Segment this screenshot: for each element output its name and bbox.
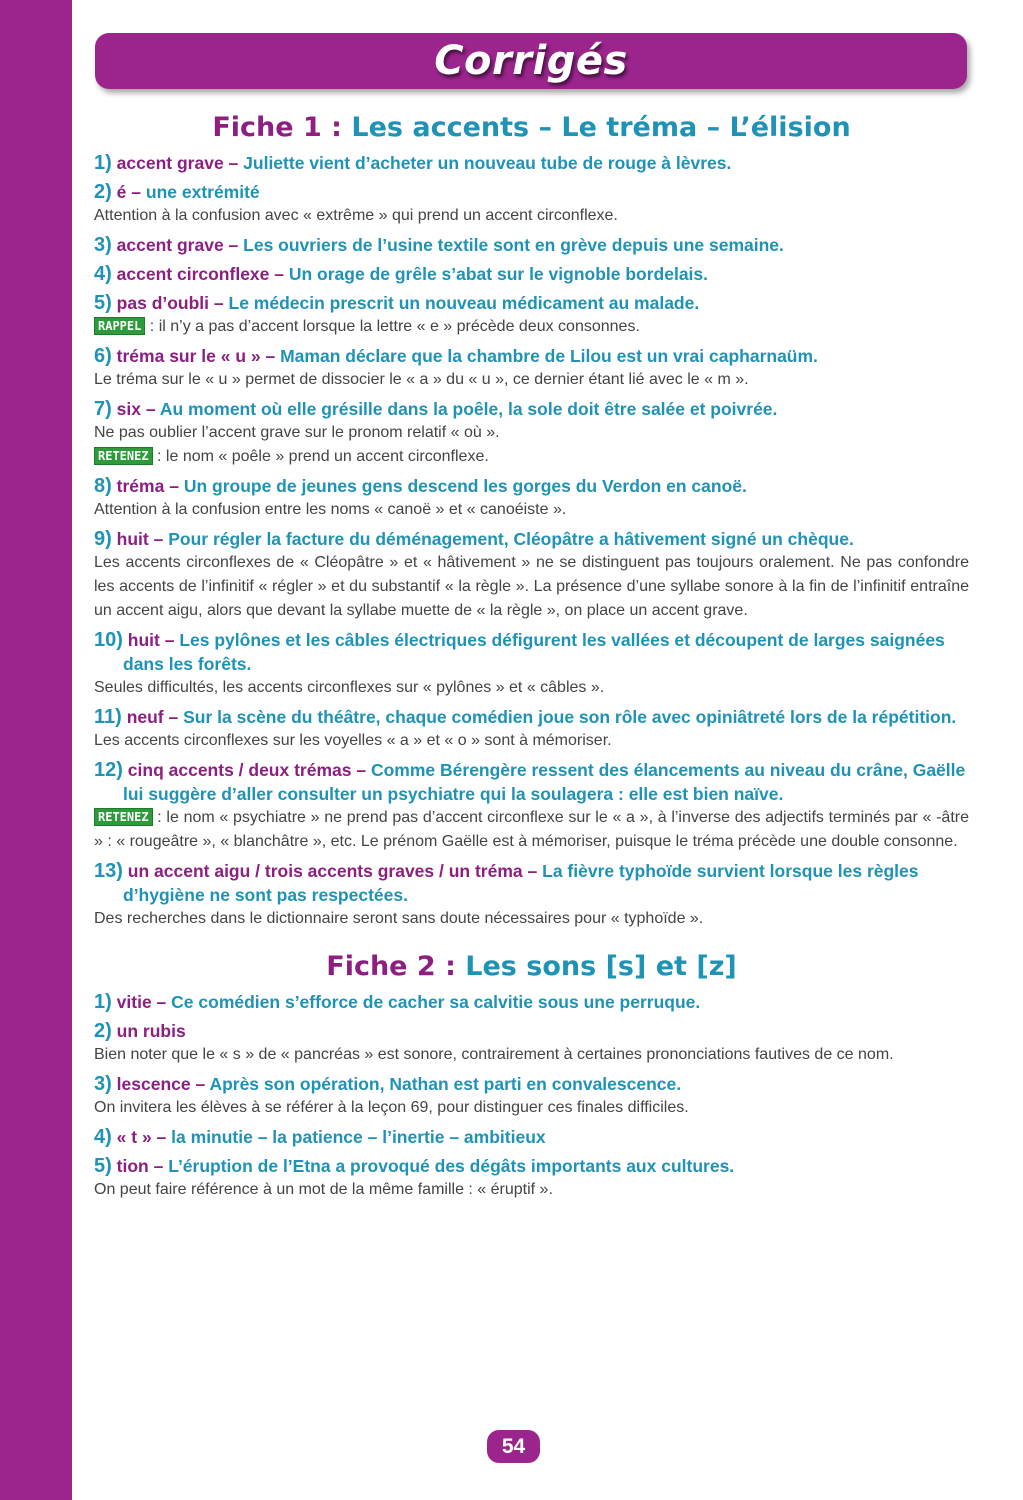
item-note: Des recherches dans le dictionnaire seront sans doute nécessaires pour « typhoïde ». (94, 910, 704, 927)
answer-line (94, 344, 969, 368)
item-label: lescence – (116, 1074, 206, 1094)
retenez-tag: RETENEZ (94, 808, 153, 826)
item-answer: Un groupe de jeunes gens descend les gorges du Verdon en canoë. (183, 476, 747, 496)
item-number: 4) (94, 263, 112, 285)
item-number: 6) (94, 345, 112, 367)
page-number: 54 (487, 1430, 540, 1463)
answer-line (94, 291, 969, 315)
answer-item (94, 180, 969, 228)
fiche1-list (94, 151, 969, 931)
answer-item (94, 1125, 969, 1149)
item-note: On invitera les élèves à se référer à la leçon 69, pour distinguer ces finales difficiles. (94, 1099, 689, 1116)
item-answer: La fièvre typhoïde survient lorsque les règles d’hygiène ne sont pas respectées. (123, 861, 919, 905)
item-note: Attention à la confusion entre les noms « canoë » et « canoéiste ». (94, 501, 567, 518)
item-label: é – (116, 182, 141, 202)
item-answer: Ce comédien s’efforce de cacher sa calvitie sous une perruque. (171, 992, 701, 1012)
answer-line (94, 859, 969, 907)
content (94, 112, 969, 1207)
item-tag-note (94, 806, 969, 854)
tag-note-text: : le nom « psychiatre » ne prend pas d’accent circonflexe sur le « a », à l’inverse des adjectifs terminés par « -âtre » : « rougeâtre », « blanchâtre », etc. Le prénom Gaëlle est à mémoriser, puisque le tréma précède une double consonne. (94, 809, 969, 850)
item-number: 5) (94, 1155, 112, 1177)
item-label: tion – (116, 1156, 164, 1176)
tag-note-text: : le nom « poêle » prend un accent circonflexe. (152, 448, 489, 465)
item-label: accent circonflexe – (116, 264, 284, 284)
item-label: « t » – (116, 1127, 167, 1147)
item-number: 3) (94, 1073, 112, 1095)
answer-item (94, 705, 969, 753)
item-note: Ne pas oublier l’accent grave sur le pronom relatif « où ». (94, 424, 500, 441)
answer-item (94, 1072, 969, 1120)
item-number: 7) (94, 398, 112, 420)
item-label: huit – (116, 529, 164, 549)
item-number: 13) (94, 860, 123, 882)
fiche2-list (94, 990, 969, 1202)
item-tag-note (94, 315, 969, 339)
answer-line (94, 527, 969, 551)
item-number: 2) (94, 181, 112, 203)
item-number: 2) (94, 1020, 112, 1042)
item-label: accent grave – (116, 153, 239, 173)
answer-line (94, 628, 969, 676)
item-label: six – (116, 399, 156, 419)
answer-item (94, 1019, 969, 1067)
answer-line (94, 1072, 969, 1096)
answer-item (94, 474, 969, 522)
fiche2-prefix: Fiche 2 : (326, 951, 456, 982)
item-answer: la minutie – la patience – l’inertie – ambitieux (171, 1127, 546, 1147)
item-number: 11) (94, 706, 122, 728)
answer-item (94, 990, 969, 1014)
item-number: 8) (94, 475, 112, 497)
answer-item (94, 262, 969, 286)
answer-line (94, 233, 969, 257)
answer-line (94, 758, 969, 806)
answer-item (94, 1154, 969, 1202)
item-answer: Le médecin prescrit un nouveau médicament au malade. (228, 293, 700, 313)
tag-note-text: : il n’y a pas d’accent lorsque la lettre « e » précède deux consonnes. (145, 318, 640, 335)
item-label: huit – (127, 630, 175, 650)
item-number: 1) (94, 991, 112, 1013)
answer-line (94, 1154, 969, 1178)
item-answer: Maman déclare que la chambre de Lilou est un vrai capharnaüm. (280, 346, 818, 366)
retenez-tag: RETENEZ (94, 447, 153, 465)
answer-line (94, 705, 969, 729)
item-label: tréma sur le « u » – (116, 346, 276, 366)
item-number: 12) (94, 759, 123, 781)
item-note: Les accents circonflexes sur les voyelles « a » et « o » sont à mémoriser. (94, 732, 612, 749)
title-banner (95, 33, 967, 89)
item-label: un rubis (116, 1021, 186, 1041)
item-answer: Sur la scène du théâtre, chaque comédien joue son rôle avec opiniâtreté lors de la répétition. (183, 707, 957, 727)
item-number: 3) (94, 234, 112, 256)
left-color-band (0, 0, 72, 1500)
item-note: Bien noter que le « s » de « pancréas » est sonore, contrairement à certaines prononciations fautives de ce nom. (94, 1046, 894, 1063)
answer-item (94, 344, 969, 392)
item-note: Attention à la confusion avec « extrême » qui prend un accent circonflexe. (94, 207, 618, 224)
answer-item (94, 291, 969, 339)
item-label: vitie – (116, 992, 167, 1012)
item-number: 5) (94, 292, 112, 314)
answer-item (94, 397, 969, 469)
item-label: pas d’oubli – (116, 293, 224, 313)
item-answer: Les pylônes et les câbles électriques défigurent les vallées et découpent de larges saignées dans les forêts. (123, 630, 945, 674)
answer-item (94, 758, 969, 854)
fiche2-name: Les sons [s] et [z] (465, 951, 737, 982)
answer-item (94, 628, 969, 700)
item-note: On peut faire référence à un mot de la même famille : « éruptif ». (94, 1181, 553, 1198)
item-label: tréma – (116, 476, 179, 496)
answer-line (94, 990, 969, 1014)
item-note: Le tréma sur le « u » permet de dissocier le « a » du « u », ce dernier étant lié avec le « m ». (94, 371, 749, 388)
item-answer: L’éruption de l’Etna a provoqué des dégâts importants aux cultures. (168, 1156, 735, 1176)
item-label: neuf – (126, 707, 179, 727)
item-number: 10) (94, 629, 123, 651)
item-answer: Juliette vient d’acheter un nouveau tube de rouge à lèvres. (243, 153, 732, 173)
item-answer: Les ouvriers de l’usine textile sont en grève depuis une semaine. (243, 235, 784, 255)
answer-item (94, 233, 969, 257)
item-label: cinq accents / deux trémas – (127, 760, 367, 780)
item-tag-note (94, 445, 969, 469)
item-number: 4) (94, 1126, 112, 1148)
item-label: accent grave – (116, 235, 239, 255)
fiche1-prefix: Fiche 1 : (212, 112, 342, 143)
fiche1-name: Les accents – Le tréma – L’élision (351, 112, 851, 143)
answer-item (94, 151, 969, 175)
answer-line (94, 474, 969, 498)
answer-line (94, 151, 969, 175)
item-answer: Un orage de grêle s’abat sur le vignoble bordelais. (288, 264, 709, 284)
page-title: Corrigés (434, 38, 628, 84)
answer-item (94, 859, 969, 931)
item-number: 9) (94, 528, 112, 550)
item-note: Les accents circonflexes de « Cléopâtre » et « hâtivement » ne se distinguent pas toujours oralement. Ne pas confondre les accents de l’infinitif « régler » et du substantif « la règle ». La présence d’une syllabe sonore à la fin de l’infinitif entraîne un accent aigu, alors que devant la syllabe muette de « la règle », on place un accent grave. (94, 554, 969, 619)
fiche1-heading (94, 112, 969, 143)
item-label: un accent aigu / trois accents graves / un tréma – (127, 861, 538, 881)
item-answer: Pour régler la facture du déménagement, Cléopâtre a hâtivement signé un chèque. (168, 529, 854, 549)
item-number: 1) (94, 152, 112, 174)
answer-line (94, 397, 969, 421)
item-note: Seules difficultés, les accents circonflexes sur « pylônes » et « câbles ». (94, 679, 605, 696)
fiche2-heading (94, 951, 969, 982)
item-answer: Au moment où elle grésille dans la poêle, la sole doit être salée et poivrée. (159, 399, 778, 419)
answer-item (94, 527, 969, 623)
answer-line (94, 1019, 969, 1043)
item-answer: Comme Bérengère ressent des élancements au niveau du crâne, Gaëlle lui suggère d’aller consulter un psychiatre qui la soulagera : elle est bien naïve. (123, 760, 966, 804)
answer-line (94, 262, 969, 286)
rappel-tag: RAPPEL (94, 317, 145, 335)
item-answer: une extrémité (145, 182, 260, 202)
answer-line (94, 1125, 969, 1149)
answer-line (94, 180, 969, 204)
item-answer: Après son opération, Nathan est parti en convalescence. (209, 1074, 682, 1094)
